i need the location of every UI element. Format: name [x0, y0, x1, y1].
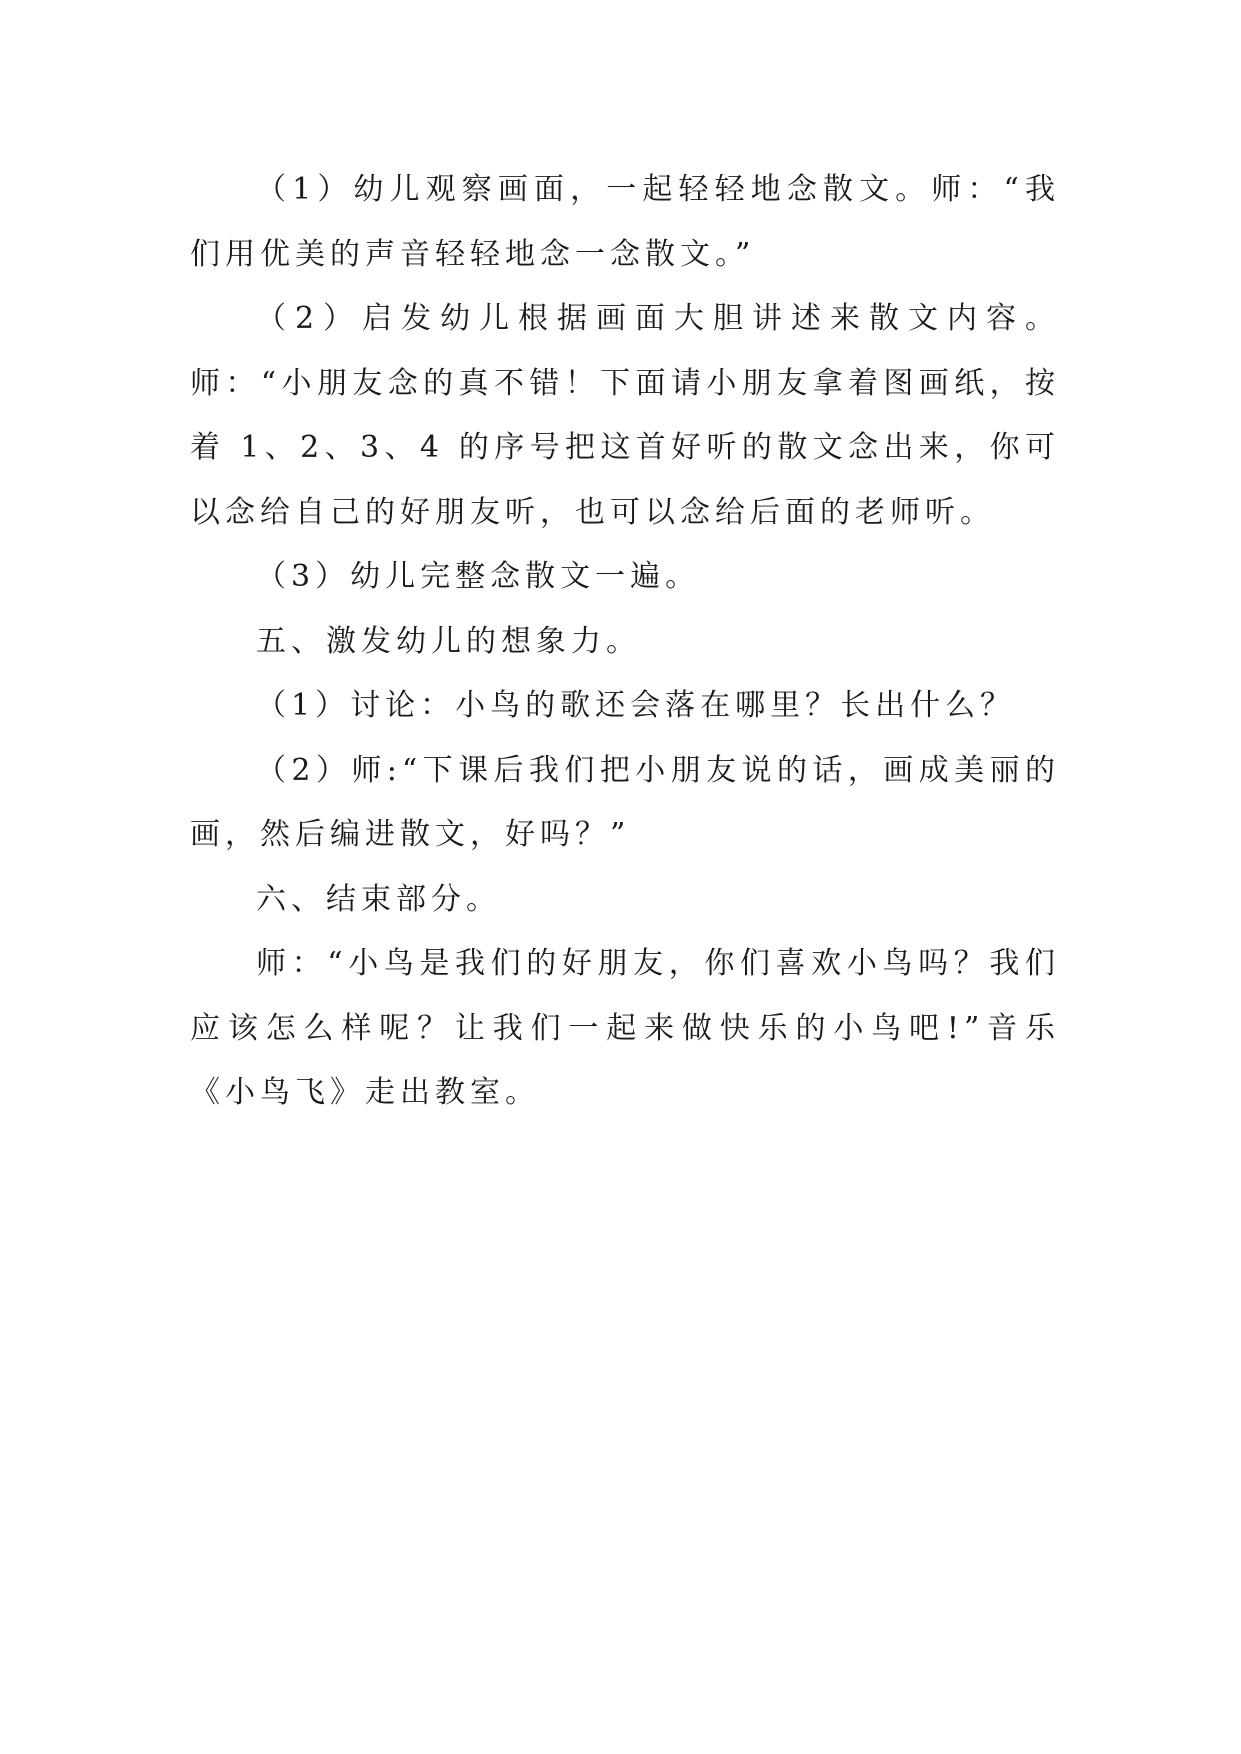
paragraph-closing: 师：“小鸟是我们的好朋友，你们喜欢小鸟吗？我们应该怎么样呢？让我们一起来做快乐的小鸟吧!”音乐《小鸟飞》走出教室。 [190, 946, 1060, 1110]
paragraph-activity-step-3: （3）幼儿完整念散文一遍。 [256, 559, 701, 594]
section-heading-ending: 六、结束部分。 [256, 881, 501, 917]
section-heading-imagination: 五、激发幼儿的想象力。 [256, 623, 641, 659]
paragraph-activity-step-2: （2）启发幼儿根据画面大胆讲述来散文内容。师：“小朋友念的真不错！下面请小朋友拿着图画纸，按着 1、2、3、4 的序号把这首好听的散文念出来，你可以念给自己的好朋友听，也可以念给后面的老师听。 [190, 301, 1060, 530]
paragraph-teacher-quote: （2）师:“下课后我们把小朋友说的话，画成美丽的画，然后编进散文，好吗？” [190, 752, 1060, 852]
paragraph-activity-step-1: （1）幼儿观察画面，一起轻轻地念散文。师：“我们用优美的声音轻轻地念一念散文。” [190, 172, 1060, 272]
paragraph-discussion: （1）讨论：小鸟的歌还会落在哪里？长出什么？ [256, 688, 1016, 723]
document-body [190, 158, 1060, 1126]
